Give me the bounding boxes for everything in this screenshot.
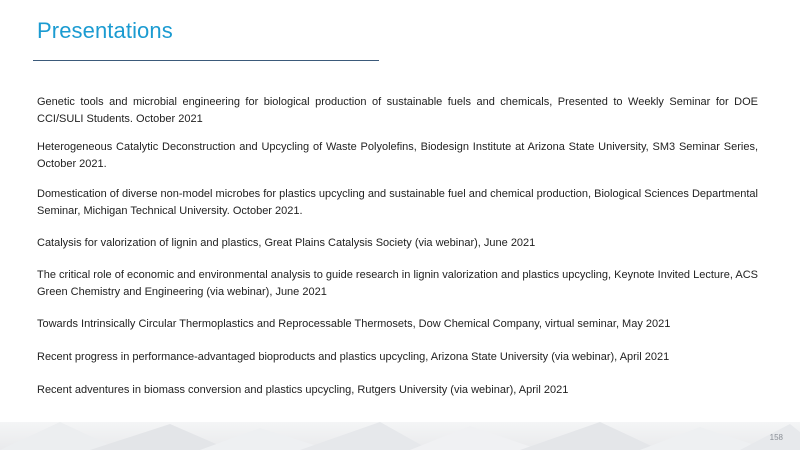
title-underline [33,60,379,61]
page-number: 158 [769,433,783,442]
list-item: Genetic tools and microbial engineering for biological production of sustainable fuels and chemicals, Presented to Weekly Seminar for DOE CCI/SULI Students. October 2021 [37,96,758,125]
slide-title: Presentations [37,18,173,43]
list-item: Heterogeneous Catalytic Deconstruction and Upcycling of Waste Polyolefins, Biodesign Institute at Arizona State University, SM3 Seminar Series, October 2021. [37,141,758,170]
list-item: Towards Intrinsically Circular Thermoplastics and Reprocessable Thermosets, Dow Chemical Company, virtual seminar, May 2021 [37,318,671,330]
list-item: The critical role of economic and environmental analysis to guide research in lignin valorization and plastics upcycling, Keynote Invited Lecture, ACS Green Chemistry and Engineering (via webinar), June 2021 [37,269,758,298]
list-item: Domestication of diverse non-model microbes for plastics upcycling and sustainable fuel and chemical production, Biological Sciences Departmental Seminar, Michigan Technical University. October 2021. [37,188,758,217]
list-item: Recent progress in performance-advantaged bioproducts and plastics upcycling, Arizona State University (via webinar), April 2021 [37,351,670,363]
list-item: Recent adventures in biomass conversion and plastics upcycling, Rutgers University (via webinar), April 2021 [37,384,569,396]
footer-band [0,422,800,450]
footer-pattern [0,422,800,450]
list-item: Catalysis for valorization of lignin and plastics, Great Plains Catalysis Society (via webinar), June 2021 [37,237,536,249]
